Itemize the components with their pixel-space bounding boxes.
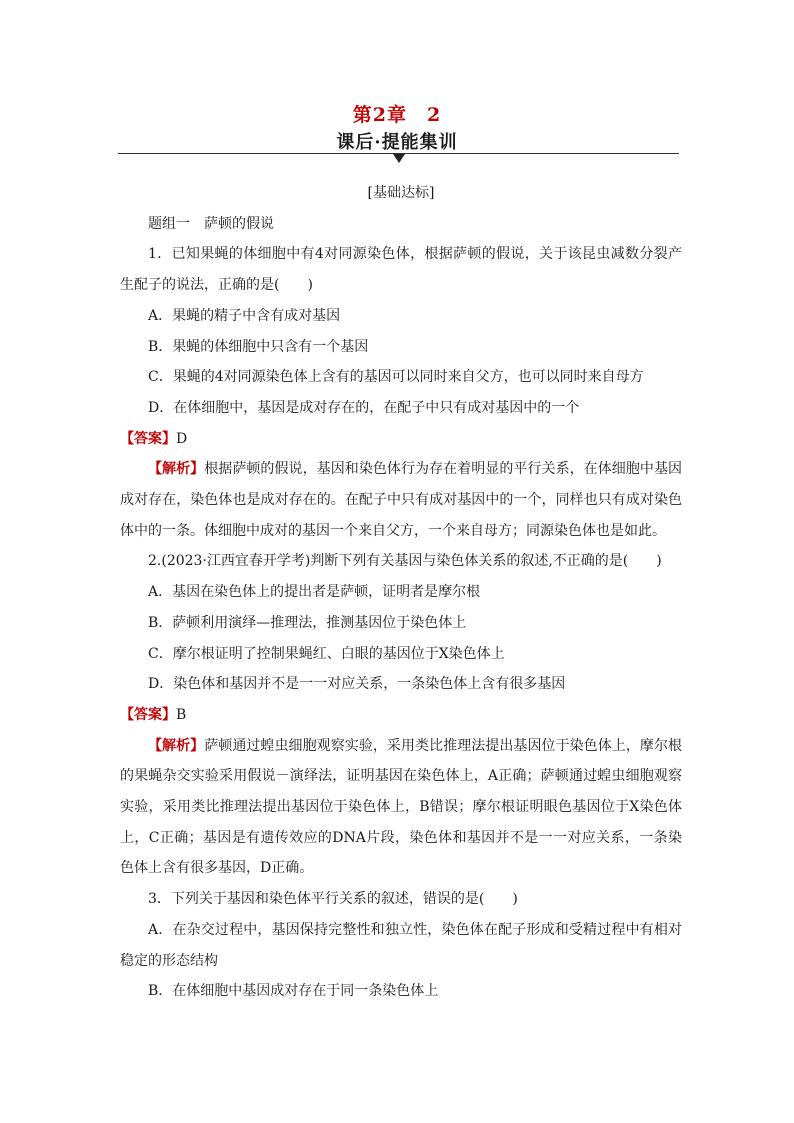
answer-tag: 【答案】 [120,430,176,447]
question-1-answer [120,424,682,455]
analysis-tag: 【解析】 [148,737,205,754]
analysis-tag: 【解析】 [148,461,205,478]
answer-value: B [176,706,187,723]
question-2-option-d: D．染色体和基因并不是一一对应关系，一条染色体上含有很多基因 [148,676,566,693]
answer-tag: 【答案】 [120,706,176,723]
section-subtitle: 课后·提能集训 [336,132,458,153]
analysis-text: 萨顿通过蝗虫细胞观察实验，采用类比推理法提出基因位于染色体上，摩尔根的果蝇杂交实验采用假说－演绎法，证明基因在染色体上，A正确；萨顿通过蝗虫细胞观察实验，采用类比推理法提出基因位于染色体上，B错误；摩尔根证明眼色基因位于X染色体上，C正确；基因是有遗传效应的DNA片段，染色体和基因并不是一一对应关系，一条染色体上含有很多基因，D正确。 [120,737,683,877]
question-3-option-b: B．在体细胞中基因成对存在于同一条染色体上 [148,983,439,1000]
answer-value: D [176,430,188,447]
group-heading: 题组一 萨顿的假说 [148,215,274,232]
question-2-answer [120,700,682,731]
question-3-stem: 3．下列关于基因和染色体平行关系的叙述，错误的是( ) [148,891,518,908]
question-1-analysis [120,454,682,546]
question-1-option-c: C．果蝇的4对同源染色体上含有的基因可以同时来自父方，也可以同时来自母方 [148,369,644,386]
question-2-analysis [120,731,682,885]
chapter-heading: 第2章 2 [352,104,442,126]
section-label: [基础达标] [367,185,435,201]
question-1-option-d: D．在体细胞中，基因是成对存在的，在配子中只有成对基因中的一个 [148,399,580,416]
triangle-marker-icon [393,154,405,163]
question-1-option-b: B．果蝇的体细胞中只含有一个基因 [148,338,369,355]
question-1-option-a: A．果蝇的精子中含有成对基因 [148,307,341,324]
analysis-text: 根据萨顿的假说，基因和染色体行为存在着明显的平行关系，在体细胞中基因成对存在，染色体也是成对存在的。在配子中只有成对基因中的一个，同样也只有成对染色体中的一条。体细胞中成对的基因一个来自父方，一个来自母方；同源染色体也是如此。 [120,461,683,539]
question-3-option-a: A．在杂交过程中，基因保持完整性和独立性，染色体在配子形成和受精过程中有相对稳定的形态结构 [120,921,682,969]
document-body [120,178,682,1007]
question-2-option-c: C．摩尔根证明了控制果蝇红、白眼的基因位于X染色体上 [148,645,505,662]
question-2-option-a: A．基因在染色体上的提出者是萨顿，证明者是摩尔根 [148,584,481,601]
question-2-stem: 2.(2023·江西宜春开学考)判断下列有关基因与染色体关系的叙述,不正确的是( ) [148,553,662,570]
question-1-stem: 1．已知果蝇的体细胞中有4对同源染色体，根据萨顿的假说，关于该昆虫减数分裂产生配子的说法，正确的是( ) [120,246,682,294]
question-2-option-b: B．萨顿利用演绎—推理法，推测基因位于染色体上 [148,614,467,631]
